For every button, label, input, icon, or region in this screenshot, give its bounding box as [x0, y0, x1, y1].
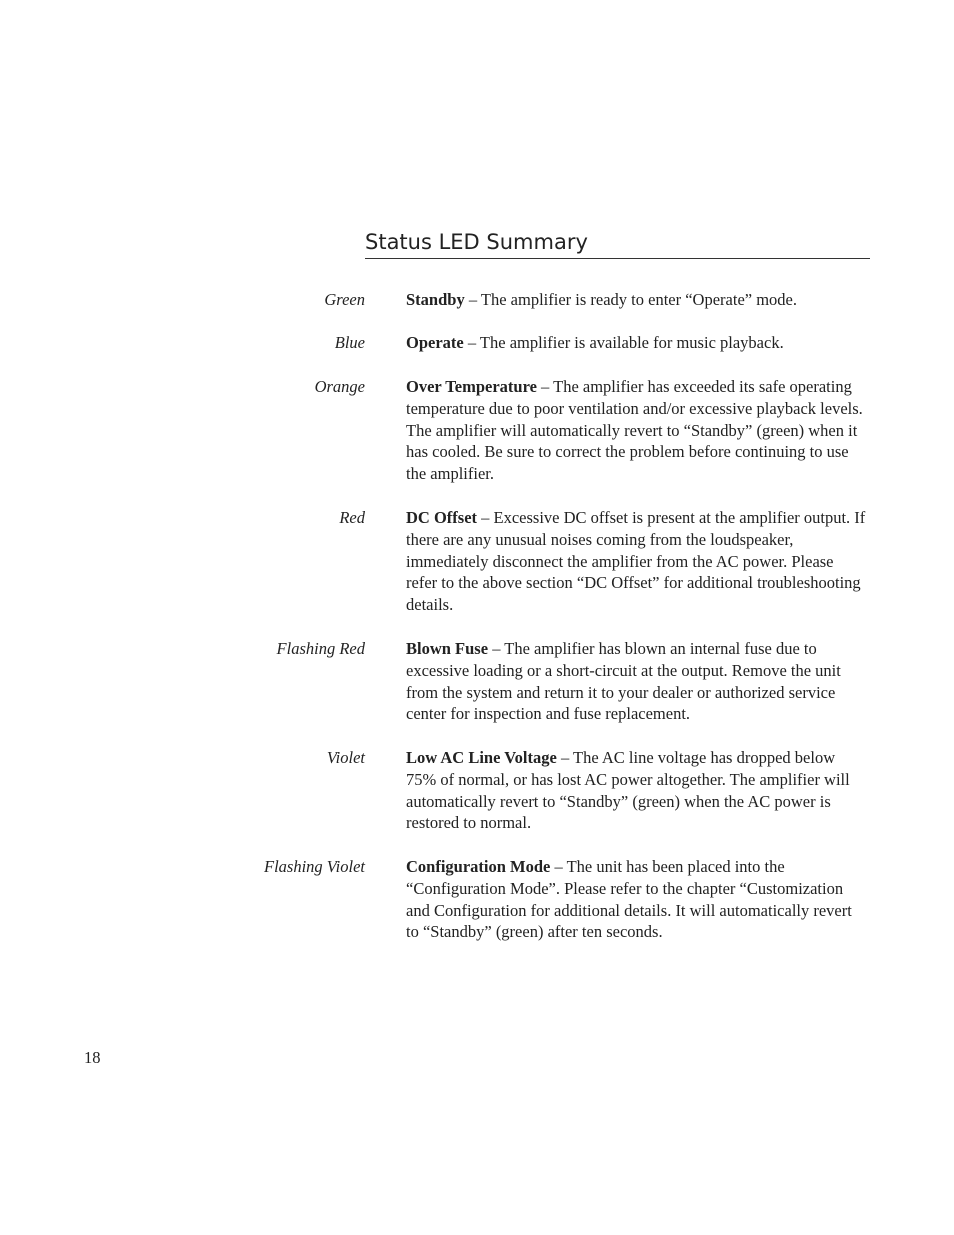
- page-number: 18: [84, 1048, 101, 1067]
- led-description: [406, 376, 868, 485]
- led-color-label: Orange: [314, 377, 365, 396]
- led-status-term: Operate: [406, 333, 464, 352]
- led-status-text: – Excessive DC offset is present at the amplifier output. If there are any unusual noises coming from the loudspeaker, immediately disconnect the amplifier from the AC power. Please refer to the above section “DC Offset” for additional troubleshooting details.: [406, 508, 866, 615]
- led-status-term: DC Offset: [406, 508, 478, 527]
- led-color-label: Green: [324, 290, 365, 309]
- led-description: [406, 332, 868, 354]
- led-status-text: – The unit has been placed into the “Configuration Mode”. Please refer to the chapter “Customization and Configuration for additional details. It will automatically revert to “Standby” (green) after ten seconds.: [406, 857, 852, 942]
- led-description: [406, 856, 868, 943]
- led-color-label: Violet: [326, 748, 365, 767]
- led-color-label: Blue: [334, 333, 365, 352]
- section-title: Status LED Summary: [365, 228, 870, 259]
- led-status-term: Low AC Line Voltage: [406, 748, 557, 767]
- led-description: [406, 507, 868, 616]
- led-status-text: – The amplifier is ready to enter “Operate” mode.: [464, 290, 798, 309]
- led-status-term: Configuration Mode: [406, 857, 551, 876]
- led-status-term: Blown Fuse: [406, 639, 489, 658]
- led-color-label: Flashing Violet: [264, 857, 365, 876]
- led-status-term: Standby: [406, 290, 465, 309]
- led-description: [406, 747, 868, 834]
- led-status-text: – The amplifier has exceeded its safe operating temperature due to poor ventilation and/or excessive playback levels. The amplifier will automatically revert to “Standby” (green) when it has cooled. Be sure to correct the problem before continuing to use the amplifier.: [406, 377, 863, 484]
- led-description: [406, 289, 868, 311]
- led-description: [406, 638, 868, 725]
- led-status-text: – The amplifier has blown an internal fuse due to excessive loading or a short-circuit at the output. Remove the unit from the system and return it to your dealer or authorized service center for inspection and fuse replacement.: [406, 639, 841, 724]
- led-color-label: Red: [339, 508, 365, 527]
- led-status-text: – The amplifier is available for music playback.: [463, 333, 784, 352]
- led-status-text: – The AC line voltage has dropped below 75% of normal, or has lost AC power altogether. The amplifier will automatically revert to “Standby” (green) when the AC power is restored to normal.: [406, 748, 850, 833]
- led-status-term: Over Temperature: [406, 377, 537, 396]
- led-color-label: Flashing Red: [276, 639, 365, 658]
